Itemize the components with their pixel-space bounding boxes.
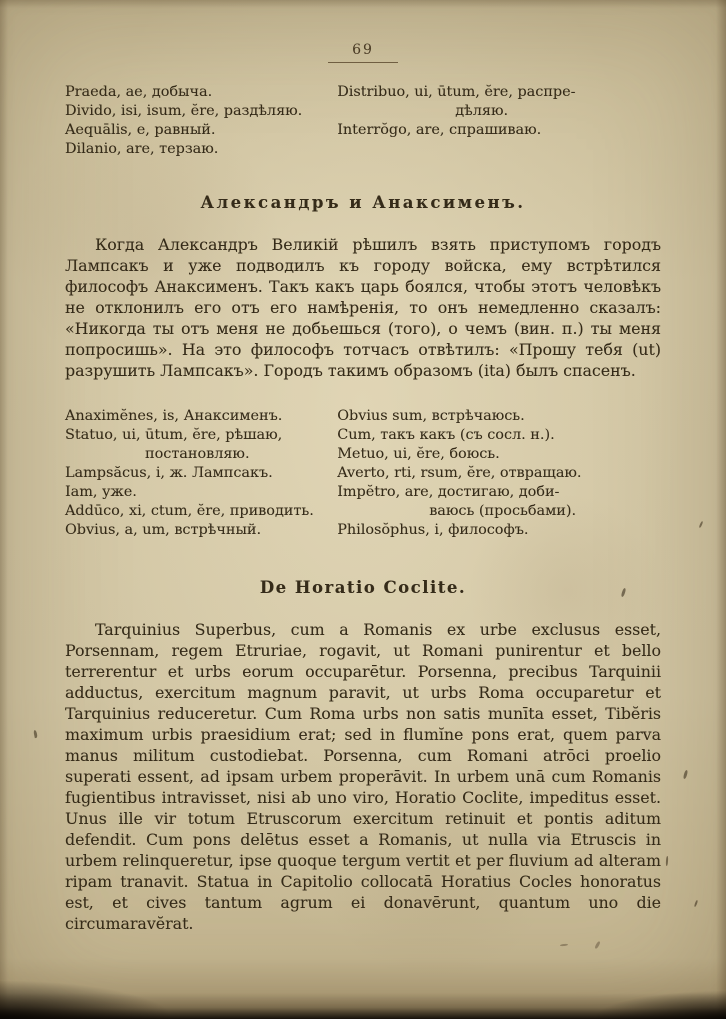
vocab-entry: Iam, уже. (65, 484, 137, 500)
vocab-entry: Anaximĕnes, is, Анаксименъ. (65, 408, 283, 424)
page-edge-bottom-left (0, 981, 170, 1019)
paragraph-russian: Когда Александръ Великій рѣшилъ взять приступомъ городъ Лампсакъ и уже подводилъ къ городу войска, ему встрѣтился философъ Анаксименъ. Такъ какъ царь боялся, чтобы этотъ человѣкъ не отклонилъ его отъ его намѣренія, то онъ немедленно сказалъ: «Никогда ты отъ меня не добьешься (того), о чемъ (вин. п.) ты меня попросишь». На это философъ тотчасъ отвѣтилъ: «Прошу тебя (ut) разрушить Лампсакъ». Городъ такимъ образомъ (ita) былъ спасенъ. (65, 235, 661, 380)
paragraph-latin: Tarquinius Superbus, cum a Romanis ex urbe exclusus esset, Porsennam, regem Etruriae, rogavit, ut Romani punirentur et bello terrerentur et urbs eorum occuparētur. Porsenna, precibus Tarquinii adductus, exercitum magnum paravit, ut urbs Roma occuparetur et Tarquinius reduceretur. Cum Roma urbs non satis munīta esset, Tibĕris maximum urbis praesidium erat; sed in flumĭne pons erat, quem parva manus militum custodiebat. Porsenna, cum Romani atrōci proelio superati essent, ad ipsam urbem properāvit. In urbem unā cum Romanis fugientibus intravisset, nisi ab uno viro, Horatio Coclite, impeditus esset. Unus ille vir totum Etruscorum exercitum retinuit et pontis aditum defendit. Cum pons delētus esset a Romanis, ut nulla via Etruscis in urbem relinqueretur, ipse quoque tergum vertit et per fluvium ad alteram ripam tranavit. Statua in Capitolio collocatā Horatius Cocles honoratus est, et cives tantum agrum ei donavērunt, quantum uno die circumaravĕrat. (65, 620, 661, 933)
page-edge-right (716, 0, 726, 1019)
vocab-entry: Averto, rti, rsum, ĕre, отвращаю. (337, 465, 582, 481)
vocab-column-right (333, 83, 661, 159)
vocab-entry: Philosŏphus, i, философъ. (337, 522, 529, 538)
vocab-list-top (65, 83, 661, 159)
vocab-entry: Aequālis, e, равный. (65, 122, 216, 138)
page-edge-left (0, 0, 8, 1019)
scan-speck (594, 941, 601, 949)
vocab-entry: Interrŏgo, are, спрашиваю. (337, 122, 542, 138)
vocab-column-right (333, 407, 661, 540)
vocab-column-left (65, 407, 333, 540)
vocab-entry: Statuo, ui, ūtum, ĕre, рѣшаю, (65, 427, 283, 443)
vocab-list-main (65, 407, 661, 540)
page-number: 69 (328, 42, 398, 63)
vocab-entry: Dilanio, are, терзаю. (65, 141, 219, 157)
vocab-entry: Divido, isi, isum, ĕre, раздѣляю. (65, 103, 303, 119)
vocab-entry: Distribuo, ui, ūtum, ĕre, распре- (337, 84, 576, 100)
vocab-entry-continuation: дѣляю. (455, 103, 509, 119)
vocab-entry-continuation: постановляю. (145, 446, 250, 462)
section-title-horatius: De Horatio Coclite. (259, 578, 467, 597)
vocab-entry: Cum, такъ какъ (съ сосл. н.). (337, 427, 555, 443)
page-edge-bottom-right (596, 991, 726, 1019)
vocab-entry: Obvius, a, um, встрѣчный. (65, 522, 262, 538)
vocab-entry: Impĕtro, are, достигаю, доби- (337, 484, 560, 500)
section-title-alexander: Александръ и Анаксименъ. (200, 193, 526, 212)
vocab-entry-continuation: ваюсь (просьбами). (429, 503, 577, 519)
page-header (65, 40, 661, 63)
vocab-entry: Addūco, xi, ctum, ĕre, приводить. (65, 503, 314, 519)
page-edge-top (0, 0, 726, 8)
vocab-entry: Lampsăcus, i, ж. Лампсакъ. (65, 465, 273, 481)
vocab-entry: Obvius sum, встрѣчаюсь. (337, 408, 525, 424)
scan-speck (560, 944, 568, 947)
vocab-entry: Metuo, ui, ĕre, боюсь. (337, 446, 500, 462)
vocab-column-left (65, 83, 333, 159)
vocab-entry: Praeda, ae, добыча. (65, 84, 213, 100)
